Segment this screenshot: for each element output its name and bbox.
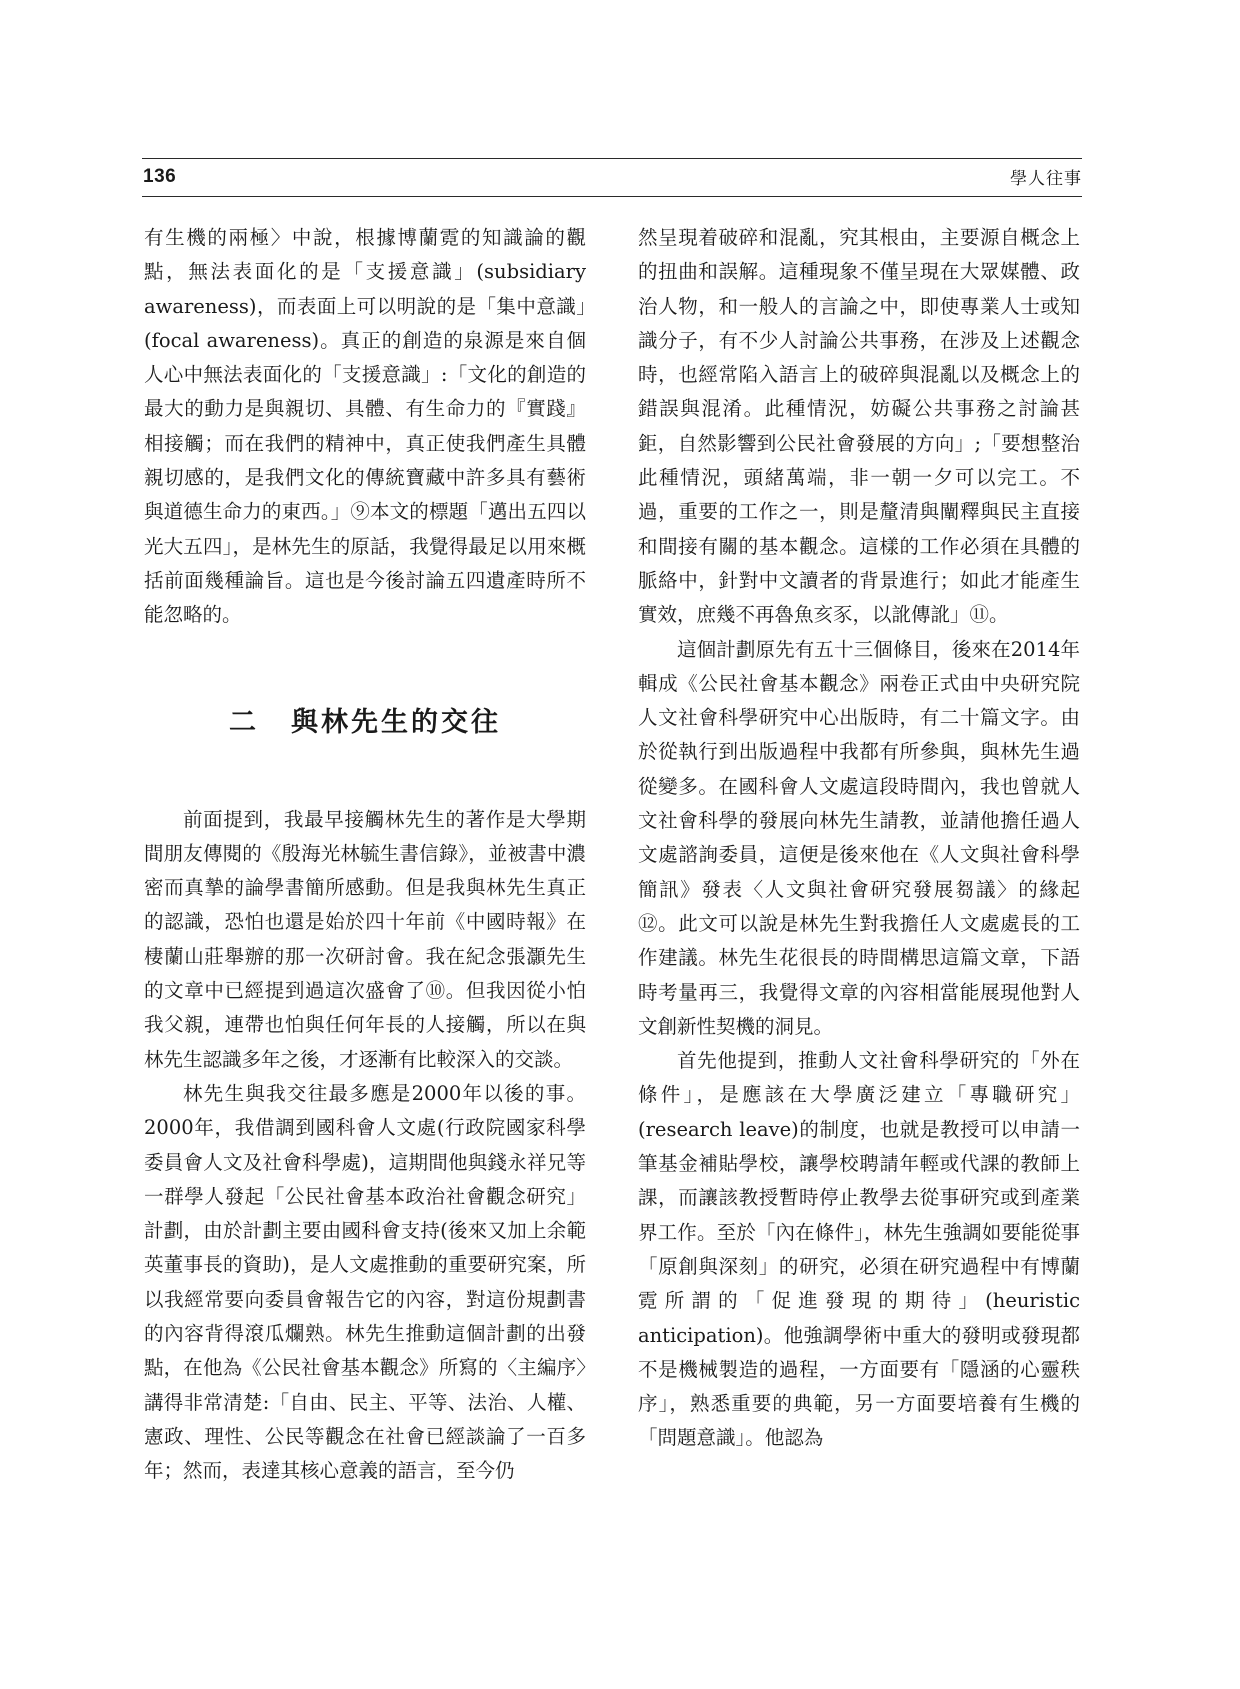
running-head: 學人往事	[1010, 169, 1082, 189]
left-column	[144, 221, 586, 1489]
section-number: 二	[229, 706, 259, 738]
paragraph: 林先生與我交往最多應是2000年以後的事。2000年，我借調到國科會人文處(行政院國家科學委員會人文及社會科學處)，這期間他與錢永祥兄等一群學人發起「公民社會基本政治社會觀念研究」計劃，由於計劃主要由國科會支持(後來又加上余範英董事長的資助)，是人文處推動的重要研究案，所以我經常要向委員會報告它的內容，對這份規劃書的內容背得滾瓜爛熟。林先生推動這個計劃的出發點，在他為《公民社會基本觀念》所寫的〈主編序〉講得非常清楚:「自由、民主、平等、法治、人權、憲政、理性、公民等觀念在社會已經談論了一百多年；然而，表達其核心意義的語言，至今仍	[144, 1081, 586, 1483]
paragraph: 前面提到，我最早接觸林先生的著作是大學期間朋友傳閱的《殷海光林毓生書信錄》，並被書中濃密而真摯的論學書簡所感動。但是我與林先生真正的認識，恐怕也還是始於四十年前《中國時報》在棲蘭山莊舉辦的那一次研討會。我在紀念張灝先生的文章中已經提到過這次盛會了⑩。但我因從小怕我父親，連帶也怕與任何年長的人接觸，所以在與林先生認識多年之後，才逐漸有比較深入的交談。	[144, 807, 586, 1071]
header-rule-top	[142, 158, 1082, 159]
paragraph: 這個計劃原先有五十三個條目，後來在2014年輯成《公民社會基本觀念》兩卷正式由中央研究院人文社會科學研究中心出版時，有二十篇文字。由於從執行到出版過程中我都有所參與，與林先生過從變多。在國科會人文處這段時間內，我也曾就人文社會科學的發展向林先生請教，並請他擔任過人文處諮詢委員，這便是後來他在《人文與社會科學簡訊》發表〈人文與社會研究發展芻議〉的緣起⑫。此文可以說是林先生對我擔任人文處處長的工作建議。林先生花很長的時間構思這篇文章，下語時考量再三，我覺得文章的內容相當能展現他對人文創新性契機的洞見。	[638, 637, 1080, 1038]
header-rule-bottom	[142, 196, 1082, 197]
right-column	[638, 221, 1080, 1456]
section-heading	[144, 703, 586, 743]
page-number: 136	[143, 166, 177, 187]
section-title: 與林先生的交往	[291, 706, 501, 738]
paragraph: 有生機的兩極〉中說，根據博蘭霓的知識論的觀點，無法表面化的是「支援意識」(subsidiary awareness)，而表面上可以明說的是「集中意識」(focal awareness)。真正的創造的泉源是來自個人心中無法表面化的「支援意識」:「文化的創造的最大的動力是與親切、具體、有生命力的『實踐』相接觸；而在我們的精神中，真正使我們產生具體親切感的，是我們文化的傳統寶藏中許多具有藝術與道德生命力的東西。」⑨本文的標題「邁出五四以光大五四」，是林先生的原話，我覺得最足以用來概括前面幾種論旨。這也是今後討論五四遺產時所不能忽略的。	[144, 226, 586, 627]
paragraph: 然呈現着破碎和混亂，究其根由，主要源自概念上的扭曲和誤解。這種現象不僅呈現在大眾媒體、政治人物，和一般人的言論之中，即使專業人士或知識分子，有不少人討論公共事務，在涉及上述觀念時，也經常陷入語言上的破碎與混亂以及概念上的錯誤與混淆。此種情況，妨礙公共事務之討論甚鉅，自然影響到公民社會發展的方向」;「要想整治此種情況，頭緒萬端，非一朝一夕可以完工。不過，重要的工作之一，則是釐清與闡釋與民主直接和間接有關的基本觀念。這樣的工作必須在具體的脈絡中，針對中文讀者的背景進行；如此才能產生實效，庶幾不再魯魚亥豕，以訛傳訛」⑪。	[638, 226, 1080, 627]
paragraph: 首先他提到，推動人文社會科學研究的「外在條件」，是應該在大學廣泛建立「專職研究」(research leave)的制度，也就是教授可以申請一筆基金補貼學校，讓學校聘請年輕或代課的教師上課，而讓該教授暫時停止教學去從事研究或到產業界工作。至於「內在條件」，林先生強調如要能從事「原創與深刻」的研究，必須在研究過程中有博蘭霓所謂的「促進發現的期待」(heuristic anticipation)。他強調學術中重大的發明或發現都不是機械製造的過程，一方面要有「隱涵的心靈秩序」，熟悉重要的典範，另一方面要培養有生機的「問題意識」。他認為	[638, 1049, 1080, 1450]
